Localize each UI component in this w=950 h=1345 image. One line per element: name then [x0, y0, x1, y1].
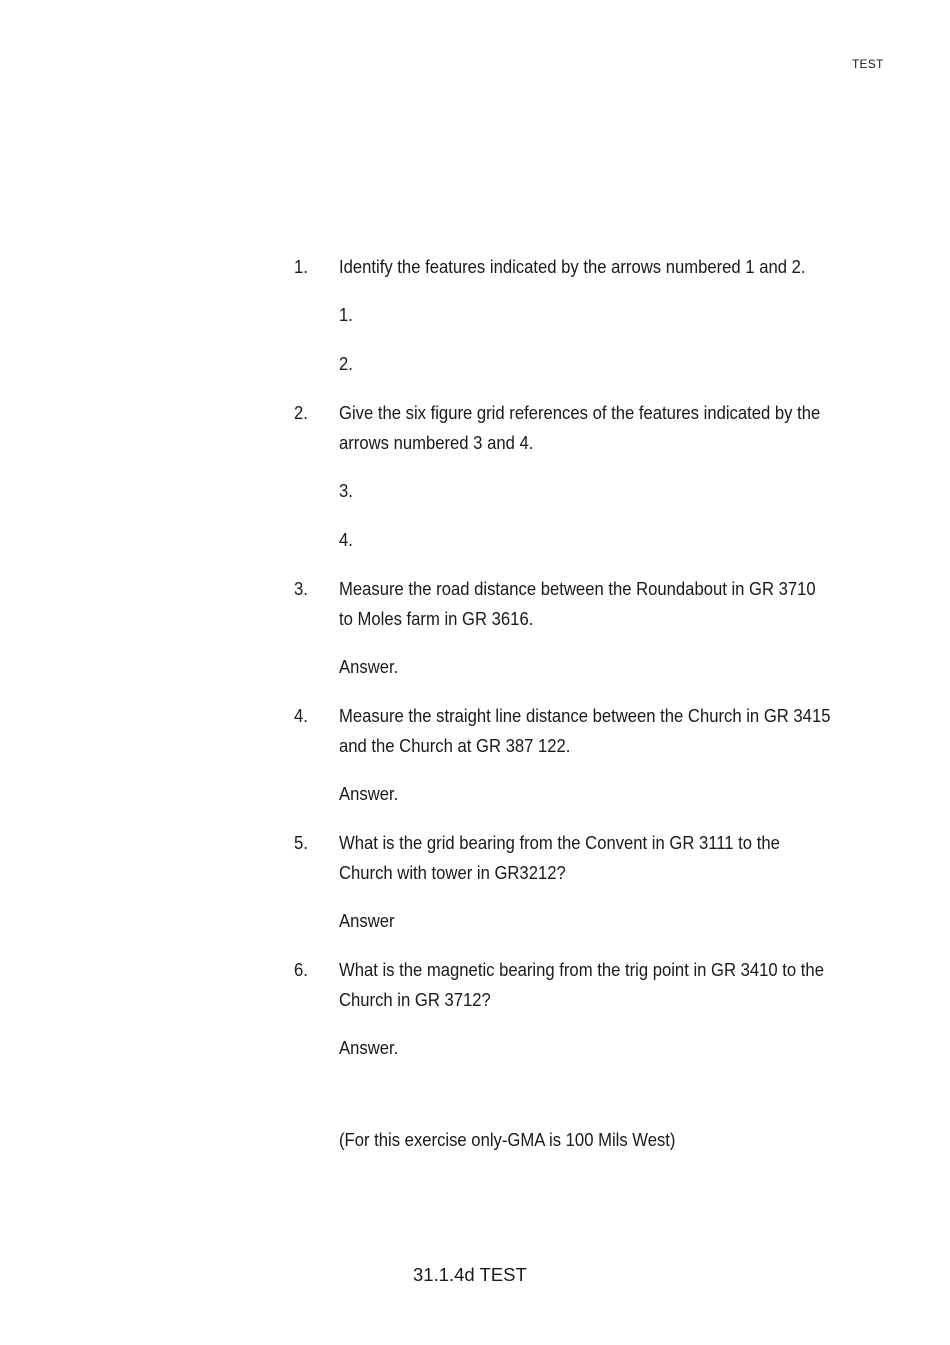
question-number: 5.	[294, 832, 308, 853]
answer-line: 1.	[339, 304, 353, 325]
answer-line: Answer	[339, 910, 395, 931]
answer-line: 4.	[339, 529, 353, 550]
question-text: Measure the road distance between the Roundabout in GR 3710 to Moles farm in GR 3616.	[339, 578, 816, 629]
question-text: What is the grid bearing from the Convent in GR 3111 to the Church with tower in GR3212?	[339, 832, 780, 883]
question-list	[294, 252, 834, 1155]
question-text: Measure the straight line distance between the Church in GR 3415 and the Church at GR 387 122.	[339, 705, 831, 756]
question-number: 3.	[294, 578, 308, 599]
question-4	[294, 701, 834, 809]
question-number: 2.	[294, 402, 308, 423]
answer-line: 2.	[339, 353, 353, 374]
question-text: What is the magnetic bearing from the trig point in GR 3410 to the Church in GR 3712?	[339, 959, 824, 1010]
answer-line: Answer.	[339, 1037, 399, 1058]
question-3	[294, 574, 834, 682]
exercise-note: (For this exercise only-GMA is 100 Mils West)	[339, 1129, 676, 1150]
answer-line: 3.	[339, 480, 353, 501]
question-text: Identify the features indicated by the arrows numbered 1 and 2.	[339, 256, 806, 277]
question-number: 6.	[294, 959, 308, 980]
question-number: 1.	[294, 256, 308, 277]
question-2	[294, 398, 834, 555]
answer-line: Answer.	[339, 783, 399, 804]
footer-label: 31.1.4d TEST	[413, 1264, 527, 1285]
header-tag: TEST	[852, 57, 884, 71]
question-1	[294, 252, 834, 379]
question-6	[294, 955, 834, 1063]
question-5	[294, 828, 834, 936]
question-number: 4.	[294, 705, 308, 726]
question-text: Give the six figure grid references of the features indicated by the arrows numbered 3 and 4.	[339, 402, 821, 453]
answer-line: Answer.	[339, 656, 399, 677]
